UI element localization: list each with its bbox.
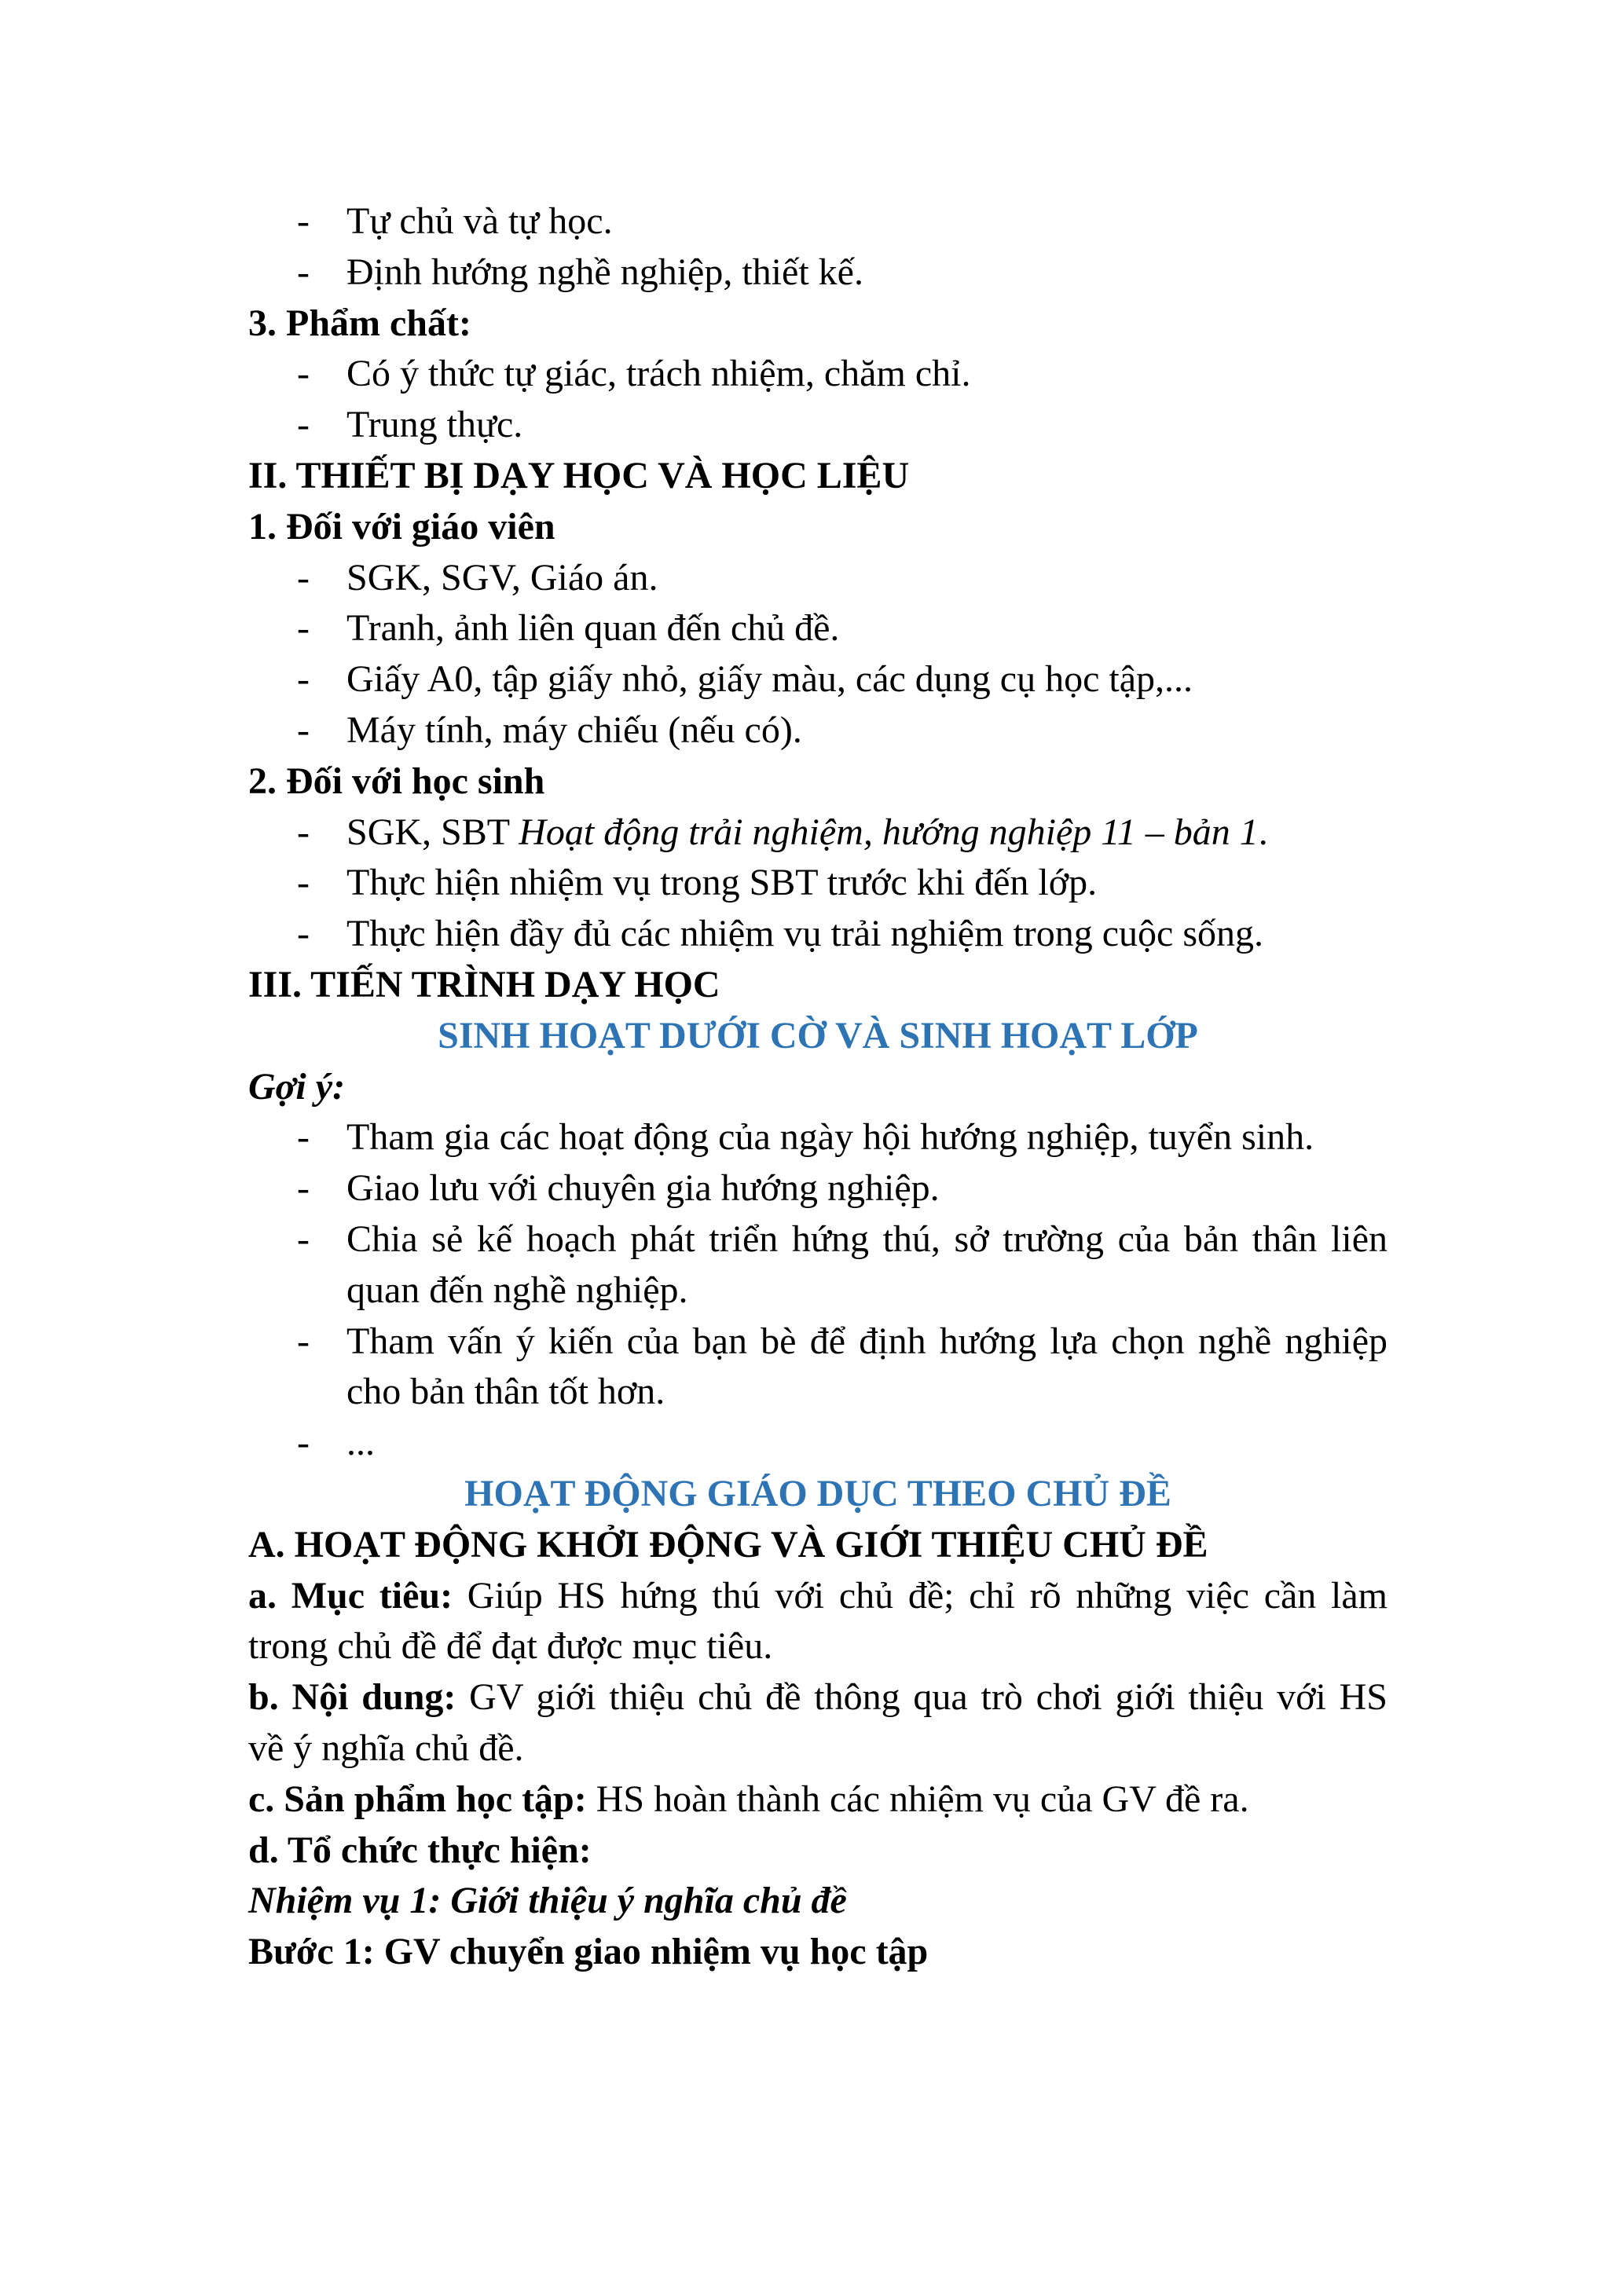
list-item-text: .: [1258, 811, 1268, 853]
list-item-text: Tự chủ và tự học.: [346, 200, 613, 242]
list-item: [248, 1214, 1388, 1265]
bullet-dash: -: [297, 353, 310, 395]
list-item-continuation: quan đến nghề nghiệp.: [346, 1269, 688, 1311]
bullet-dash: -: [297, 251, 310, 293]
list-item: [248, 400, 1388, 451]
list-item-text: Giao lưu với chuyên gia hướng nghiệp.: [346, 1167, 940, 1210]
list-item: [248, 1112, 1388, 1163]
bullet-dash: -: [297, 200, 310, 242]
list-item: [248, 553, 1388, 604]
list-item: [248, 1418, 1388, 1469]
list-item-text: Tham gia các hoạt động của ngày hội hướng nghiệp, tuyển sinh.: [346, 1116, 1314, 1159]
content-paragraph: [248, 1672, 1388, 1723]
bullet-dash: -: [297, 1320, 310, 1362]
bullet-dash: -: [297, 913, 310, 955]
heading-section-II: II. THIẾT BỊ DẠY HỌC VÀ HỌC LIỆU: [248, 454, 910, 496]
list-item: [248, 1316, 1388, 1368]
organization-label: d. Tổ chức thực hiện:: [248, 1829, 592, 1871]
heading-student: 2. Đối với học sinh: [248, 760, 545, 802]
objective-continuation: trong chủ đề để đạt được mục tiêu.: [248, 1625, 773, 1668]
bullet-dash: -: [297, 1116, 310, 1159]
heading-pham-chat: 3. Phẩm chất:: [248, 302, 471, 344]
heading-section-A: A. HOẠT ĐỘNG KHỞI ĐỘNG VÀ GIỚI THIỆU CHỦ ĐỀ: [248, 1523, 1208, 1565]
bullet-dash: -: [297, 1167, 310, 1210]
content-continuation: về ý nghĩa chủ đề.: [248, 1727, 524, 1769]
list-item: [248, 1163, 1388, 1214]
list-item-text: Trung thực.: [346, 404, 523, 446]
book-title: Hoạt động trải nghiệm, hướng nghiệp 11 – bản 1: [519, 811, 1259, 853]
product-label: c. Sản phẩm học tập:: [248, 1778, 587, 1820]
task-heading: Nhiệm vụ 1: Giới thiệu ý nghĩa chủ đề: [248, 1880, 847, 1922]
list-item: [248, 247, 1388, 298]
list-item: [248, 196, 1388, 247]
suggestion-label: Gợi ý:: [248, 1065, 346, 1108]
bullet-dash: -: [297, 862, 310, 904]
list-item: [248, 909, 1388, 960]
product-paragraph: [248, 1774, 1388, 1825]
list-item: [248, 349, 1388, 400]
heading-section-III: III. TIẾN TRÌNH DẠY HỌC: [248, 963, 720, 1005]
list-item-text: Tranh, ảnh liên quan đến chủ đề.: [346, 607, 840, 650]
bullet-dash: -: [297, 556, 310, 599]
list-item-text: SGK, SBT: [346, 811, 519, 853]
list-item-continuation: cho bản thân tốt hơn.: [346, 1371, 665, 1413]
objective-paragraph: [248, 1571, 1388, 1622]
bullet-dash: -: [297, 1218, 310, 1260]
step-heading: Bước 1: GV chuyển giao nhiệm vụ học tập: [248, 1931, 929, 1973]
list-item: [248, 858, 1388, 909]
document-page: [248, 196, 1388, 1978]
list-item-text: Có ý thức tự giác, trách nhiệm, chăm chỉ.: [346, 353, 971, 395]
bullet-dash: -: [297, 404, 310, 446]
list-item: [248, 603, 1388, 654]
bullet-dash: -: [297, 1422, 310, 1464]
content-text: GV giới thiệu chủ đề thông qua trò chơi giới thiệu với HS: [456, 1676, 1388, 1719]
content-label: b. Nội dung:: [248, 1676, 456, 1719]
list-item-text: Thực hiện đầy đủ các nhiệm vụ trải nghiệm trong cuộc sống.: [346, 913, 1264, 955]
heading-teacher: 1. Đối với giáo viên: [248, 505, 555, 547]
list-item: [248, 654, 1388, 705]
list-item-text: Máy tính, máy chiếu (nếu có).: [346, 709, 802, 751]
bullet-dash: -: [297, 658, 310, 701]
bullet-dash: -: [297, 607, 310, 650]
bullet-dash: -: [297, 709, 310, 751]
blue-heading-sinh-hoat: SINH HOẠT DƯỚI CỜ VÀ SINH HOẠT LỚP: [438, 1014, 1198, 1056]
list-item: [248, 807, 1388, 859]
objective-text: Giúp HS hứng thú với chủ đề; chỉ rõ những việc cần làm: [453, 1574, 1388, 1617]
product-text: HS hoàn thành các nhiệm vụ của GV đề ra.: [586, 1778, 1249, 1820]
list-item-text: Giấy A0, tập giấy nhỏ, giấy màu, các dụng cụ học tập,...: [346, 658, 1193, 701]
list-item-text: Tham vấn ý kiến của bạn bè để định hướng lựa chọn nghề nghiệp: [346, 1320, 1388, 1362]
list-item-text: Chia sẻ kế hoạch phát triển hứng thú, sở trường của bản thân liên: [346, 1218, 1388, 1260]
list-item-text: Thực hiện nhiệm vụ trong SBT trước khi đến lớp.: [346, 862, 1098, 904]
blue-heading-hoat-dong: HOẠT ĐỘNG GIÁO DỤC THEO CHỦ ĐỀ: [464, 1472, 1171, 1514]
bullet-dash: -: [297, 811, 310, 853]
list-item-text: SGK, SGV, Giáo án.: [346, 556, 658, 599]
list-item: [248, 705, 1388, 756]
list-item-text: ...: [346, 1422, 375, 1464]
list-item-text: Định hướng nghề nghiệp, thiết kế.: [346, 251, 863, 293]
objective-label: a. Mục tiêu:: [248, 1574, 453, 1617]
